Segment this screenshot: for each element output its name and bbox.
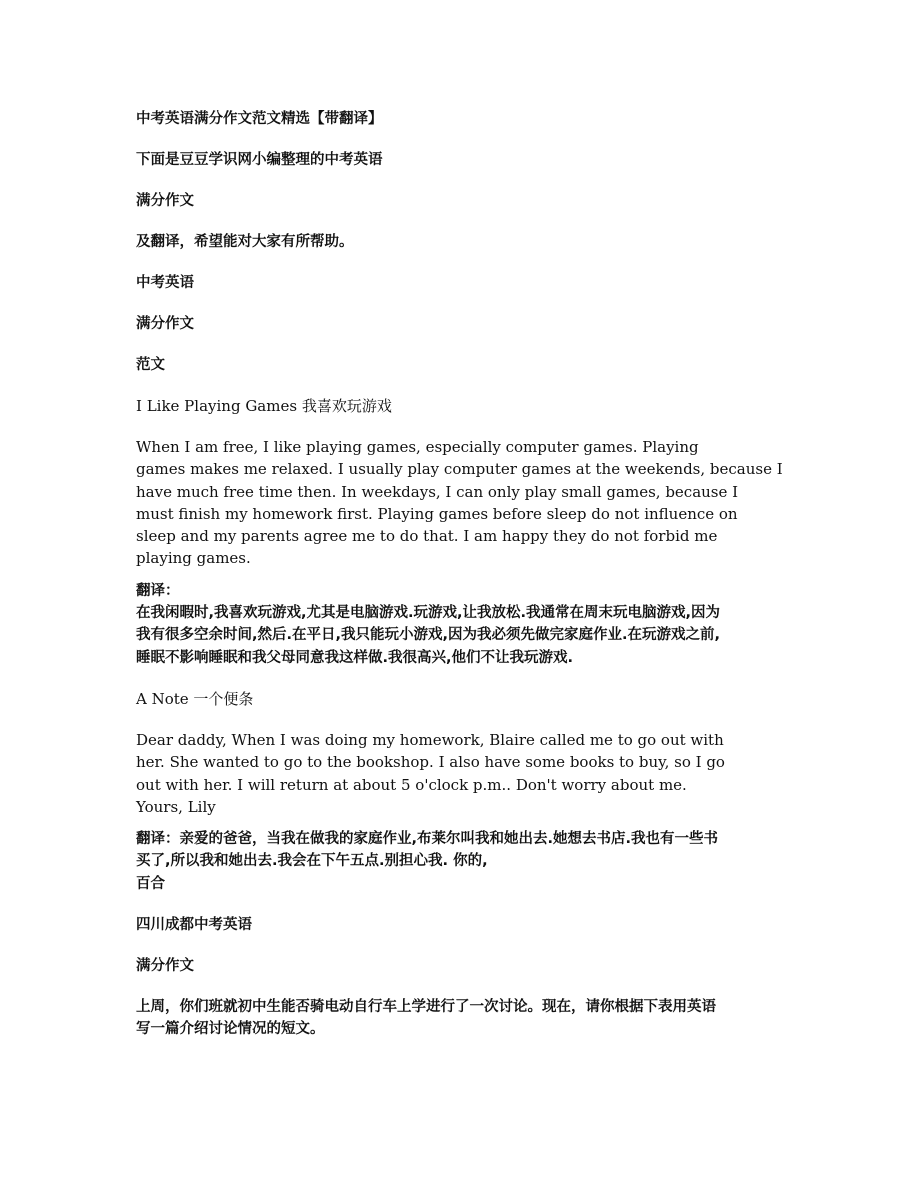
essay-1-line: have much free time then. In weekdays, I can only play small games, because I <box>136 482 739 501</box>
translation-line: 在我闲暇时,我喜欢玩游戏,尤其是电脑游戏.玩游戏,让我放松.我通常在周末玩电脑游戏,因为 <box>136 605 721 622</box>
translation-label: 翻译： <box>136 582 180 599</box>
essay-2-line: Yours, Lily <box>136 797 216 816</box>
translation-line: 翻译：亲爱的爸爸，当我在做我的家庭作业,布莱尔叫我和她出去.她想去书店.我也有一些书 <box>136 831 719 848</box>
section-heading-3: 范文 <box>136 357 165 373</box>
essay-1-translation <box>136 580 796 669</box>
translation-line: 我有很多空余时间,然后.在平日,我只能玩小游戏,因为我必须先做完家庭作业.在玩游戏之前, <box>136 627 721 644</box>
essay-1-title: I Like Playing Games 我喜欢玩游戏 <box>136 397 392 415</box>
section-heading-4: 四川成都中考英语 <box>136 917 252 934</box>
document-title: 中考英语满分作文范文精选【带翻译】 <box>136 111 383 127</box>
intro-line-1: 下面是豆豆学识网小编整理的中考英语 <box>136 152 383 168</box>
prompt-line: 上周，你们班就初中生能否骑电动自行车上学进行了一次讨论。现在，请你根据下表用英语 <box>136 999 716 1016</box>
prompt-line: 写一篇介绍讨论情况的短文。 <box>136 1021 325 1038</box>
essay-1-line: sleep and my parents agree me to do that. I am happy they do not forbid me <box>136 527 718 546</box>
essay-2-body <box>136 729 796 818</box>
document-page <box>136 108 796 1041</box>
essay-1-line: must finish my homework first. Playing games before sleep do not influence on <box>136 504 738 523</box>
translation-line: 睡眠不影响睡眠和我父母同意我这样做.我很高兴,他们不让我玩游戏. <box>136 649 574 666</box>
section-heading-1: 中考英语 <box>136 275 194 291</box>
essay-1-line: games makes me relaxed. I usually play computer games at the weekends, because I <box>136 460 783 479</box>
section-heading-2: 满分作文 <box>136 316 194 332</box>
essay-1-line: When I am free, I like playing games, especially computer games. Playing <box>136 438 699 456</box>
section-heading-5: 满分作文 <box>136 958 194 975</box>
essay-2-line: her. She wanted to go to the bookshop. I also have some books to buy, so I go <box>136 753 725 772</box>
essay-2-line: Dear daddy, When I was doing my homework, Blaire called me to go out with <box>136 730 724 749</box>
essay-1-line: playing games. <box>136 549 251 568</box>
translation-line: 买了,所以我和她出去.我会在下午五点.别担心我. 你的, <box>136 853 488 870</box>
translation-line: 百合 <box>136 875 165 892</box>
essay-1-body <box>136 436 796 570</box>
writing-prompt <box>136 996 796 1041</box>
essay-2-line: out with her. I will return at about 5 o'clock p.m.. Don't worry about me. <box>136 775 687 794</box>
essay-2-translation <box>136 828 796 895</box>
essay-2-title: A Note 一个便条 <box>136 689 254 708</box>
intro-line-3: 及翻译，希望能对大家有所帮助。 <box>136 234 354 250</box>
intro-line-2: 满分作文 <box>136 193 194 209</box>
